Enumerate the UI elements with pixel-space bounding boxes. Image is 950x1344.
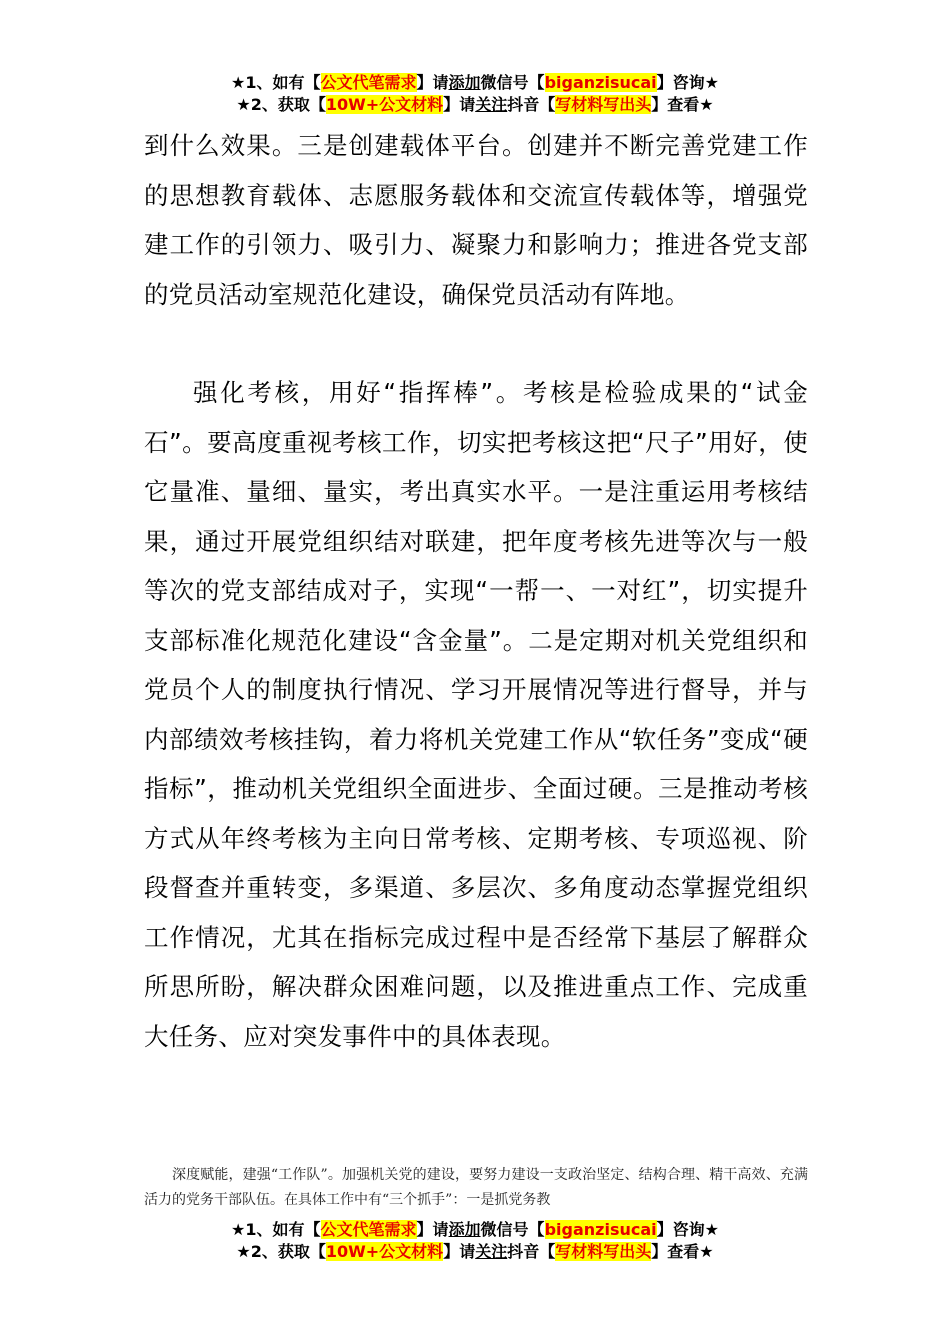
banner-highlight-materials: 10W+公文材料: [325, 95, 444, 114]
body-paragraph-2: 强化考核，用好“指挥棒”。考核是检验成果的“试金石”。要高度重视考核工作，切实把考核这把“尺子”用好，使它量准、量细、量实，考出真实水平。一是注重运用考核结果，通过开展党组织结对联建，把年度考核先进等次与一般等次的党支部结成对子，实现“一帮一、一对红”，切实提升支部标准化规范化建设“含金量”。二是定期对机关党组织和党员个人的制度执行情况、学习开展情况等进行督导，并与内部绩效考核挂钩，着力将机关党建工作从“软任务”变成“硬指标”，推动机关党组织全面进步、全面过硬。三是推动考核方式从年终考核为主向日常考核、定期考核、专项巡视、阶段督查并重转变，多渠道、多层次、多角度动态掌握党组织工作情况，尤其在指标完成过程中是否经常下基层了解群众所思所盼，解决群众困难问题，以及推进重点工作、完成重大任务、应对突发事件中的具体表现。: [144, 378, 808, 1051]
body-paragraph-1: 到什么效果。三是创建载体平台。创建并不断完善党建工作的思想教育载体、志愿服务载体和交流宣传载体等，增强党建工作的引领力、吸引力、凝聚力和影响力；推进各党支部的党员活动室规范化建设，确保党员活动有阵地。: [144, 131, 808, 309]
banner-highlight-wechat: biganzisucai: [544, 73, 657, 92]
header-banner: [0, 72, 950, 116]
banner-underline-follow: 关注: [475, 95, 508, 114]
footer-highlight-materials: 10W+公文材料: [325, 1242, 444, 1261]
footer-highlight-service: 公文代笔需求: [320, 1220, 417, 1239]
footer-underline-add: 添加: [448, 1220, 481, 1239]
banner-underline-add: 添加: [448, 73, 481, 92]
footer-snippet: [144, 1163, 808, 1213]
footer-banner: [0, 1219, 950, 1263]
footer-banner-line-1: ★1、如有【公文代笔需求】请添加微信号【biganzisucai】咨询★: [231, 1220, 719, 1239]
footer-highlight-douyin: 写材料写出头: [555, 1242, 652, 1261]
banner-line-1: ★1、如有【公文代笔需求】请添加微信号【biganzisucai】咨询★: [231, 73, 719, 92]
footer-paragraph: 深度赋能，建强“工作队”。加强机关党的建设，要努力建设一支政治坚定、结构合理、精干高效、充满活力的党务干部队伍。在具体工作中有“三个抓手”：一是抓党务教: [144, 1167, 808, 1208]
footer-highlight-wechat: biganzisucai: [544, 1220, 657, 1239]
footer-banner-line-2: ★2、获取【10W+公文材料】请关注抖音【写材料写出头】查看★: [236, 1242, 714, 1261]
banner-highlight-service: 公文代笔需求: [320, 73, 417, 92]
document-body: [144, 121, 808, 1061]
footer-underline-follow: 关注: [475, 1242, 508, 1261]
banner-highlight-douyin: 写材料写出头: [555, 95, 652, 114]
banner-line-2: ★2、获取【10W+公文材料】请关注抖音【写材料写出头】查看★: [236, 95, 714, 114]
